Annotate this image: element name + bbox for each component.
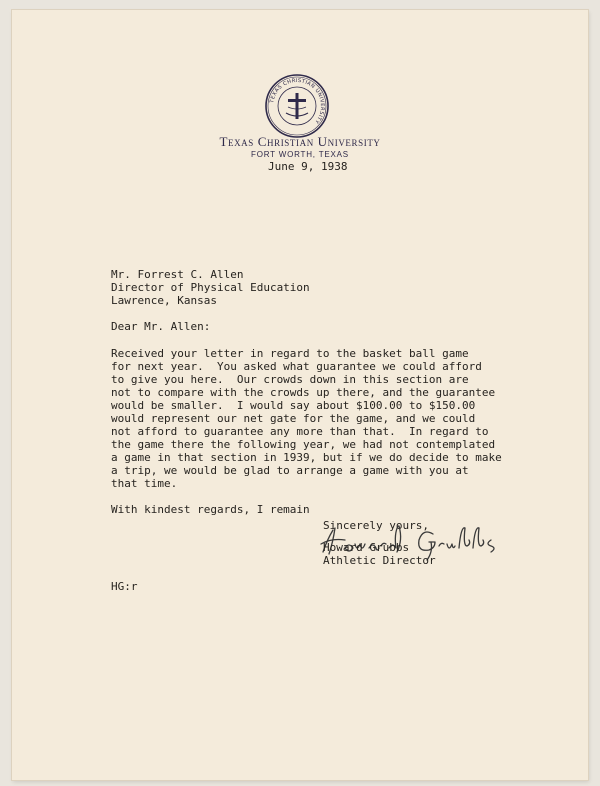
signer-name: Howard Grubbs	[323, 541, 410, 554]
seal-text: TEXAS CHRISTIAN UNIVERSITY	[269, 77, 326, 125]
body-line: for next year. You asked what guarantee we could afford	[111, 360, 482, 373]
body-line: would represent our net gate for the game, and we could	[111, 412, 476, 425]
letterhead-location: FORT WORTH, TEXAS	[251, 150, 349, 159]
letter-date: June 9, 1938	[268, 160, 348, 173]
body-line: to give you here. Our crowds down in this section are	[111, 373, 469, 386]
recipient-name: Mr. Forrest C. Allen	[111, 268, 244, 281]
signer-title: Athletic Director	[323, 554, 436, 567]
body-line: that time.	[111, 477, 178, 490]
body-line: a trip, we would be glad to arrange a game with you at	[111, 464, 469, 477]
letterhead-institution: Texas Christian University	[219, 134, 381, 149]
body-line: a game in that section in 1939, but if we do decide to make	[111, 451, 502, 464]
complimentary-close: Sincerely yours,	[323, 519, 429, 532]
body-line: the game there the following year, we had not contemplated	[111, 438, 496, 451]
salutation: Dear Mr. Allen:	[111, 320, 211, 333]
body-line: Received your letter in regard to the basket ball game	[111, 347, 469, 360]
university-seal-icon	[264, 73, 330, 139]
reference-initials: HG:r	[111, 580, 138, 593]
body-line: not to compare with the crowds up there, and the guarantee	[111, 386, 496, 399]
body-line: would be smaller. I would say about $100.00 to $150.00	[111, 399, 476, 412]
recipient-location: Lawrence, Kansas	[111, 294, 217, 307]
closing-remark: With kindest regards, I remain	[111, 503, 310, 516]
body-line: not afford to guarantee any more than that. In regard to	[111, 425, 489, 438]
recipient-title: Director of Physical Education	[111, 281, 310, 294]
